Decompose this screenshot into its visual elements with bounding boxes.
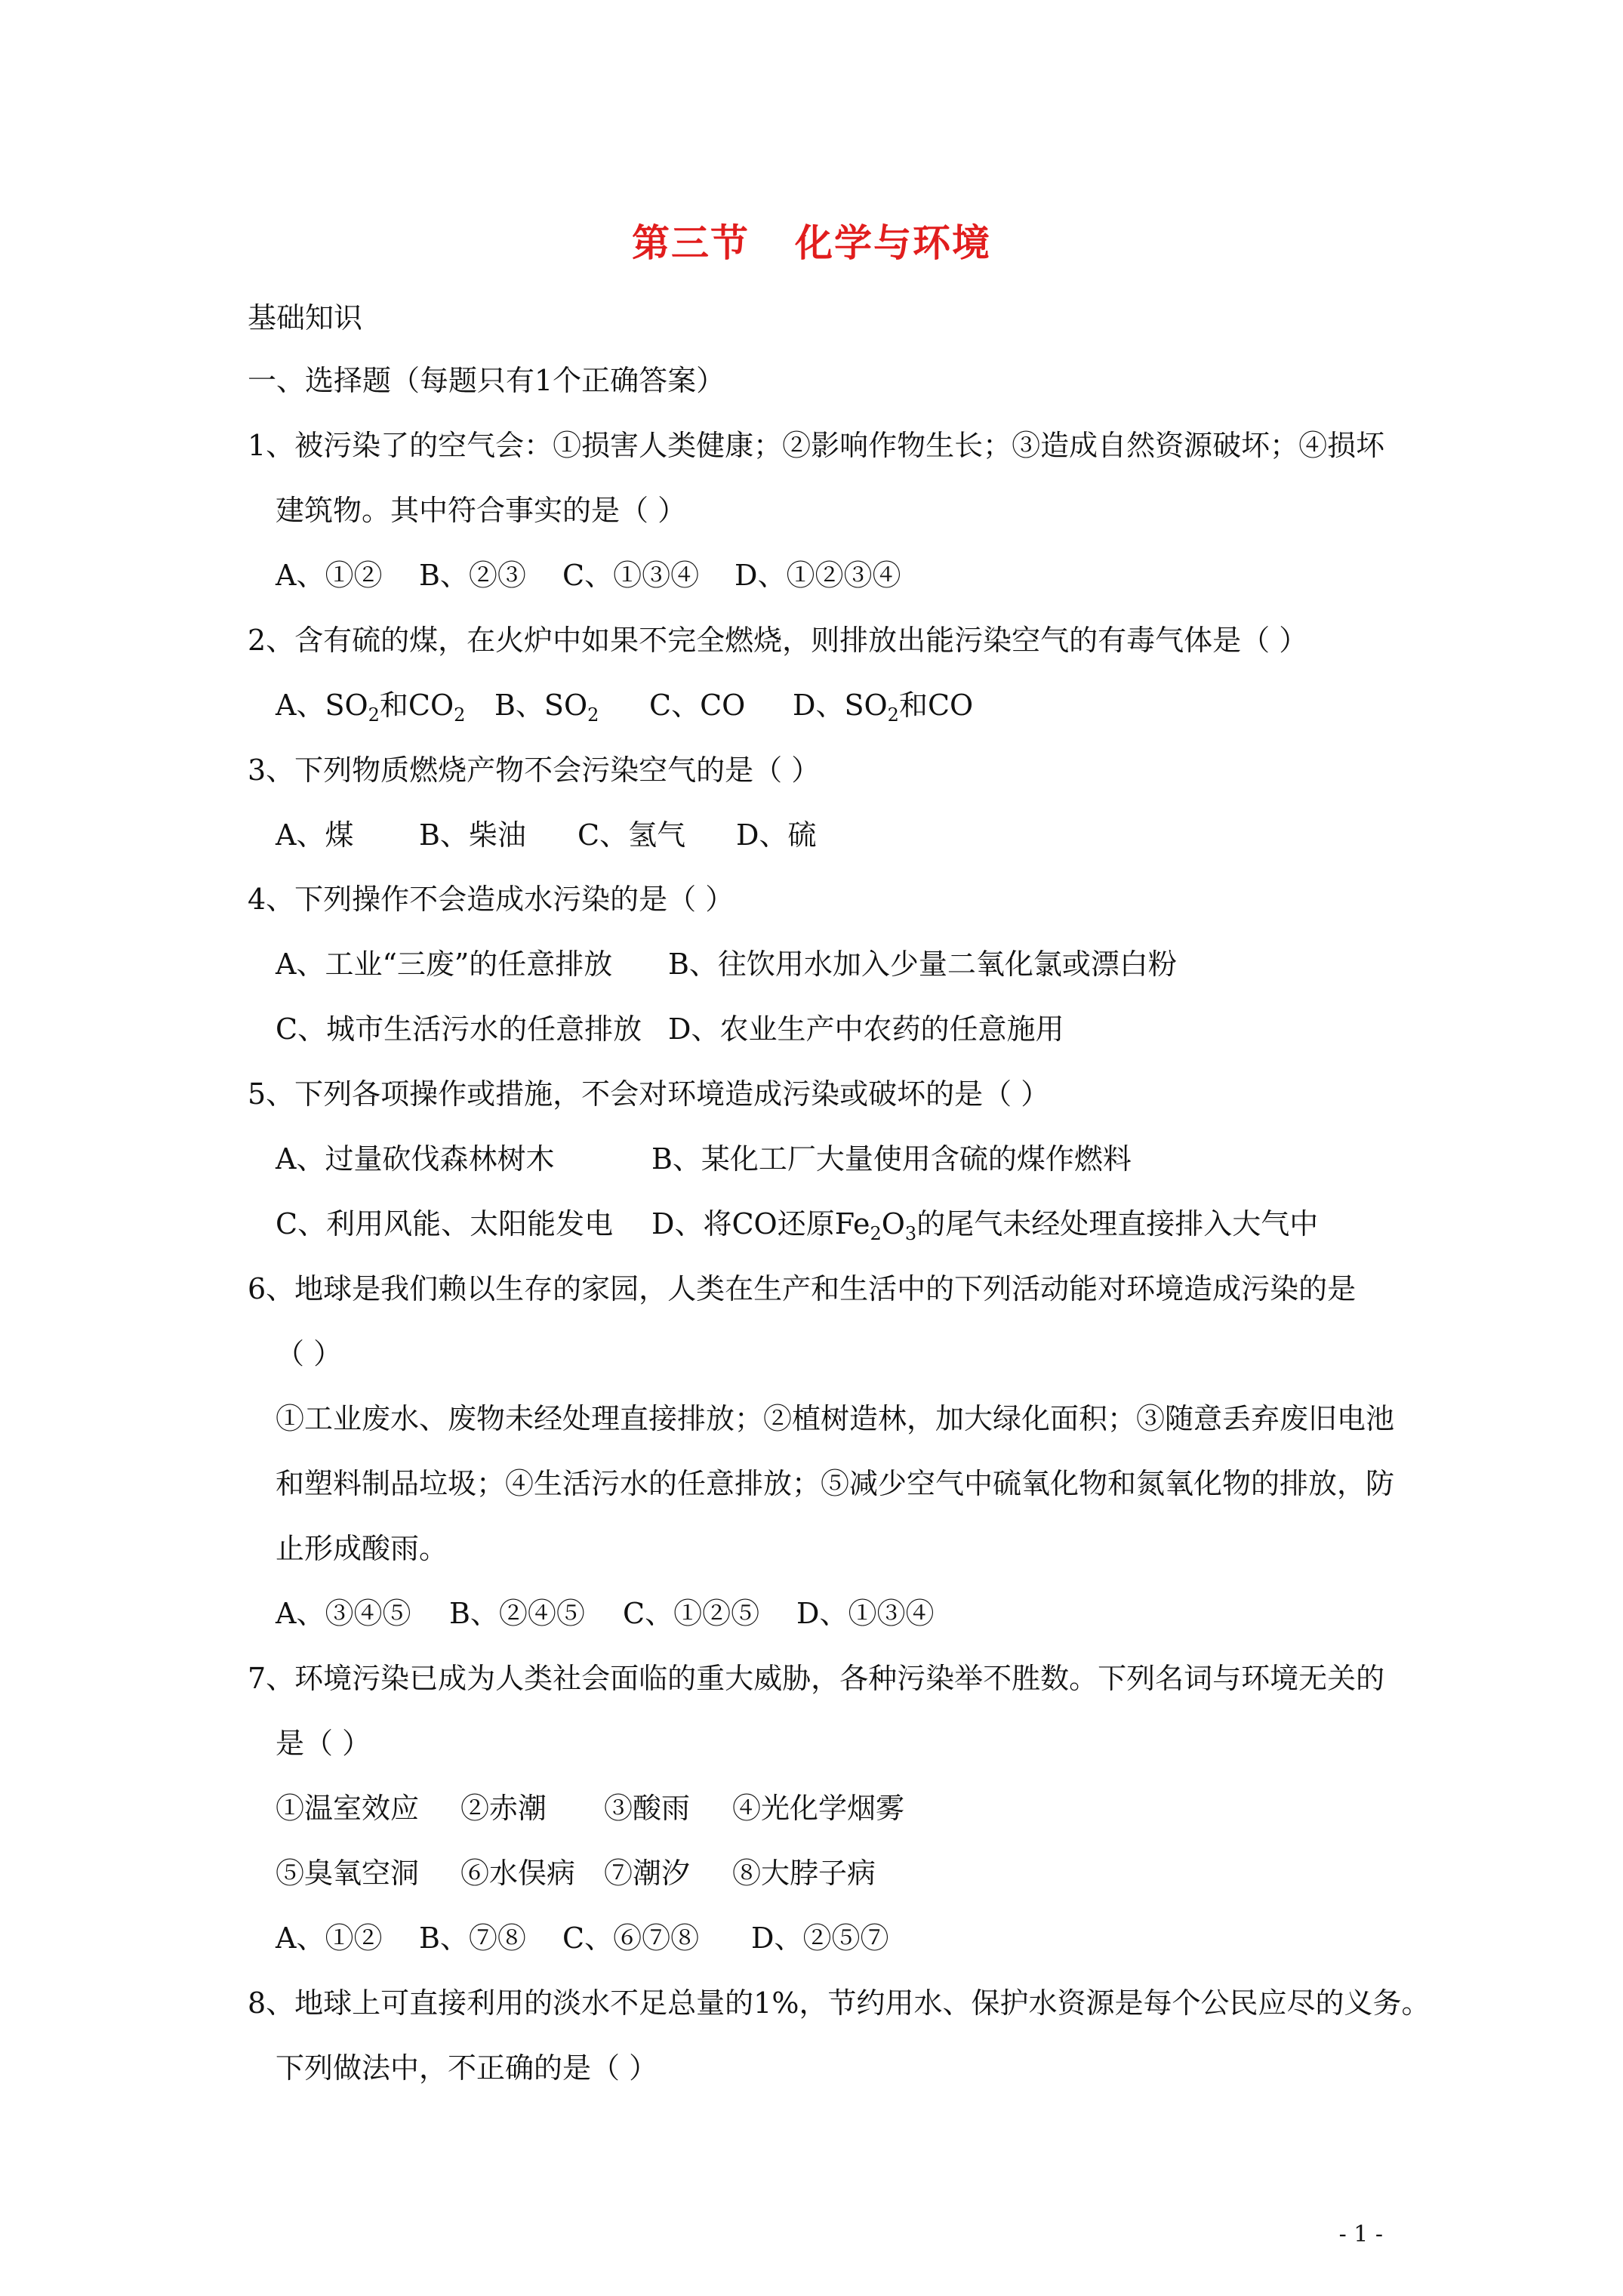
question-6-options (276, 1599, 934, 1628)
option-b: B、往饮用水加入少量二氧化氯或漂白粉 (668, 948, 1177, 981)
question-7-line-1: 7、环境污染已成为人类社会面临的重大威胁，各种污染举不胜数。下列名词与环境无关的 (248, 1662, 1385, 1695)
option-b: B、$SO_2$ (494, 689, 599, 726)
term-item: ⑤臭氧空洞 (276, 1857, 420, 1890)
question-1-line-2: 建筑物。其中符合事实的是（ ） (276, 494, 687, 527)
question-5-options-row-2 (276, 1207, 1319, 1244)
question-6-body-2: 和塑料制品垃圾；④生活污水的任意排放；⑤减少空气中硫氧化物和氮氧化物的排放，防 (276, 1467, 1395, 1500)
option-d: D、①③④ (796, 1597, 935, 1630)
option-b: B、②③ (419, 559, 526, 592)
option-d: D、②⑤⑦ (751, 1922, 889, 1955)
question-5-line-1: 5、下列各项操作或措施，不会对环境造成污染或破坏的是（ ） (248, 1077, 1050, 1111)
option-b: B、某化工厂大量使用含硫的煤作燃料 (651, 1142, 1132, 1176)
option-d: D、硫 (736, 818, 817, 852)
question-3-options (276, 818, 817, 852)
option-c: C、①③④ (562, 559, 700, 592)
question-8-line-2: 下列做法中，不正确的是（ ） (276, 2051, 658, 2085)
question-6-line-1: 6、地球是我们赖以生存的家园，人类在生产和生活中的下列活动能对环境造成污染的是 (248, 1272, 1357, 1305)
option-a: A、①② (276, 1922, 383, 1955)
option-c: C、城市生活污水的任意排放 (276, 1012, 642, 1046)
option-d: D、将CO还原$Fe_2O_3$的尾气未经处理直接排入大气中 (651, 1207, 1319, 1244)
question-7-options (276, 1922, 889, 1955)
option-a: A、①② (276, 559, 383, 592)
option-a: A、煤 (276, 818, 354, 852)
option-b: B、⑦⑧ (419, 1922, 526, 1955)
option-c: C、①②⑤ (623, 1597, 760, 1630)
question-3-line-1: 3、下列物质燃烧产物不会污染空气的是（ ） (248, 754, 821, 787)
title-part1: 第三节 (632, 220, 750, 265)
section-heading: 基础知识 (248, 301, 363, 334)
question-7-items-row-2 (276, 1859, 876, 1888)
option-d: D、$SO_2$和CO (793, 689, 974, 726)
question-7-items-row-1 (276, 1794, 904, 1823)
title-part2: 化学与环境 (795, 220, 991, 265)
term-item: ⑥水俣病 (460, 1857, 576, 1890)
question-2-line-1: 2、含有硫的煤，在火炉中如果不完全燃烧，则排放出能污染空气的有毒气体是（ ） (248, 624, 1308, 657)
option-a: A、工业“三废”的任意排放 (276, 948, 613, 981)
question-5-options-row-1 (276, 1142, 1132, 1176)
option-b: B、②④⑤ (449, 1597, 585, 1630)
part-heading: 一、选择题（每题只有1个正确答案） (248, 364, 725, 397)
option-c: C、利用风能、太阳能发电 (276, 1207, 614, 1240)
question-6-body-3: 止形成酸雨。 (276, 1532, 448, 1565)
term-item: ②赤潮 (460, 1792, 547, 1825)
term-item: ⑦潮汐 (604, 1857, 691, 1890)
question-4-line-1: 4、下列操作不会造成水污染的是（ ） (248, 883, 735, 916)
page-number: - 1 - (1338, 2221, 1383, 2248)
term-item: ①温室效应 (276, 1792, 420, 1825)
option-a: A、$SO_2$和$CO_2$ (276, 689, 466, 726)
option-a: A、③④⑤ (276, 1597, 411, 1630)
question-4-options-row-2 (276, 1012, 1064, 1046)
term-item: ④光化学烟雾 (732, 1792, 905, 1825)
question-8-line-1: 8、地球上可直接利用的淡水不足总量的1%，节约用水、保护水资源是每个公民应尽的义务。 (248, 1986, 1431, 2020)
option-c: C、⑥⑦⑧ (562, 1922, 700, 1955)
question-1-options (276, 561, 901, 590)
option-c: C、氢气 (577, 818, 686, 852)
question-4-options-row-1 (276, 948, 1177, 981)
term-item: ⑧大脖子病 (732, 1857, 876, 1890)
option-d: D、①②③④ (735, 559, 901, 592)
question-2-options (276, 689, 974, 726)
option-b: B、柴油 (419, 818, 526, 852)
question-7-line-2: 是（ ） (276, 1727, 371, 1760)
question-6-body-1: ①工业废水、废物未经处理直接排放；②植树造林，加大绿化面积；③随意丢弃废旧电池 (276, 1402, 1395, 1435)
option-d: D、农业生产中农药的任意施用 (668, 1012, 1064, 1046)
option-a: A、过量砍伐森林树木 (276, 1142, 555, 1176)
term-item: ③酸雨 (604, 1792, 691, 1825)
page-title (0, 213, 1623, 267)
question-6-line-2: （ ） (276, 1337, 343, 1370)
question-1-line-1: 1、被污染了的空气会：①损害人类健康；②影响作物生长；③造成自然资源破坏；④损坏 (248, 429, 1385, 462)
option-c: C、CO (649, 689, 746, 722)
